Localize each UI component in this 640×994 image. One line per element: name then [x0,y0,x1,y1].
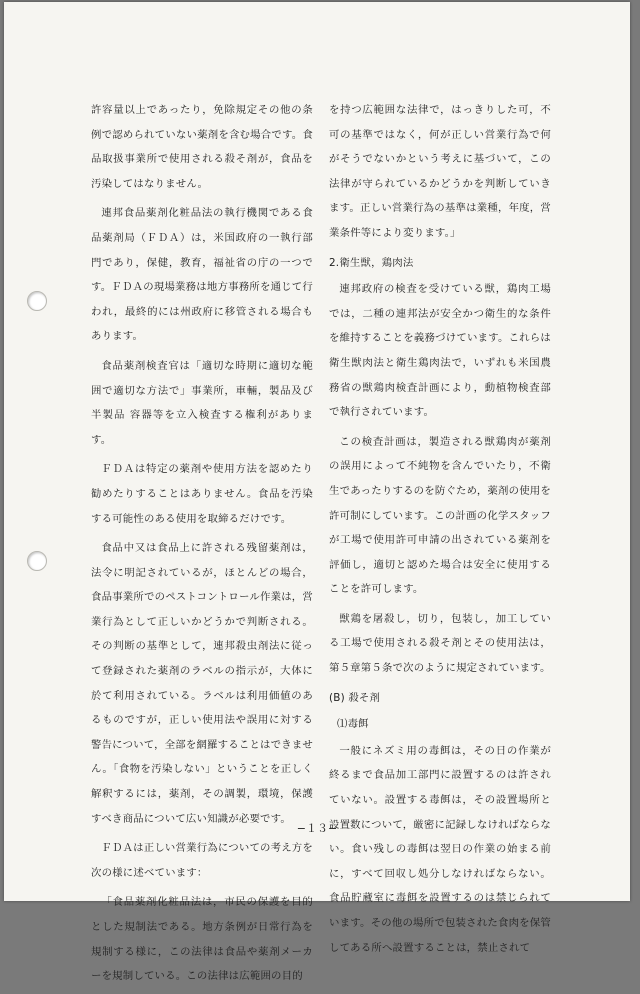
punch-hole [27,291,47,311]
section-heading: 2.衛生獣，鶏肉法 [329,256,414,269]
paragraph: 食品薬剤検査官は「適切な時期に適切な範囲で適切な方法で」事業所，車輛，製品及び半製品 容器等を立入検査する権利があります。 [91,359,313,446]
paragraph: 食品中又は食品上に許される残留薬剤は，法令に明記されているが，ほとんどの場合，食品事業所でのペストコントロール作業は，営業行為として正しいかどうかで判断される。その判断の基準として，連邦殺虫剤法に従って登録された薬剤のラベルの指示が，大体に於て利用されている。ラベルは利用価値のあるものですが，正しい使用法や誤用に対する警告について，全部を網羅することはできません。「食物を汚染しない」ということを正しく解釈するには，薬剤，その調製，環境，保護すべき商品について広い知識が必要です。 [91,542,313,825]
punch-hole [27,551,47,571]
paragraph: ＦＤＡは正しい営業行為についての考え方を次の様に述べています： [91,842,313,879]
paragraph: 「食品薬剤化粧品法は，市民の保護を目的とした規制法である。地方条例が日常行為を規制する様に，この法律は食品や薬剤メーカーを規制している。この法律は広範囲の目的 [91,896,313,983]
left-column [91,98,313,994]
paragraph: ＦＤＡは特定の薬剤や使用方法を認めたり勧めたりすることはありません。食品を汚染する可能性のある使用を取締るだけです。 [91,463,313,525]
paragraph: 一般にネズミ用の毒餌は，その日の作業が終るまで食品加工部門に設置するのは許されていない。設置する毒餌は，その設置場所と設置数について，厳密に記録しなければならない。食い残しの毒餌は翌日の作業の始まる前に，すべて回収し処分しなければならない。食品貯蔵室に毒餌を設置するのは禁じられています。その他の場所で包装された食肉を保管してある所へ設置することは，禁止されて [329,744,551,954]
paragraph: この検査計画は，製造される獣鶏肉が薬剤の誤用によって不純物を含んでいたり，不衛生であったりするのを防ぐため，薬剤の使用を許可制にしています。この計画の化学スタッフが工場で使用許可申請の出されている薬剤を評価し，適切と認めた場合は安全に使用することを許可します。 [329,435,551,596]
subheading: ⑴毒餌 [337,718,369,731]
subheading: (B) 殺そ剤 [329,691,381,704]
paragraph: 獣鶏を屠殺し，切り，包装し，加工している工場で使用される殺そ剤とその使用法は，第５章第５条で次のように規定されています。 [329,612,551,675]
page-number: −１３− [296,822,338,835]
paragraph: 連邦食品薬剤化粧品法の執行機関である食品薬剤局（ＦＤＡ）は，米国政府の一執行部門であり，保健，教育，福祉省の庁の一つです。ＦＤＡの現場業務は地方事務所を通じて行われ，最終的には州政府に移管される場合もあります。 [91,207,313,343]
document-page [4,2,630,983]
paragraph: を持つ広範囲な法律で，はっきりした可，不可の基準ではなく，何が正しい営業行為で何がそうでないかという考えに基づいて，この法律が守られているかどうかを判断していきます。正しい営業行為の基準は業種，年度，営業条件等により変ります。」 [329,104,551,239]
paragraph: 連邦政府の検査を受けている獣，鶏肉工場では，二種の連邦法が安全かつ衛生的な条件を維持することを義務づけています。これらは衛生獣肉法と衛生鶏肉法で，いずれも米国農務省の獣鶏肉検査計画により，動植物検査部で執行されています。 [329,283,551,419]
paragraph: 許容量以上であったり，免除規定その他の条例で認められていない薬剤を含む場合です。食品取扱事業所で使用される殺そ剤が，食品を汚染してはなりません。 [91,104,313,190]
